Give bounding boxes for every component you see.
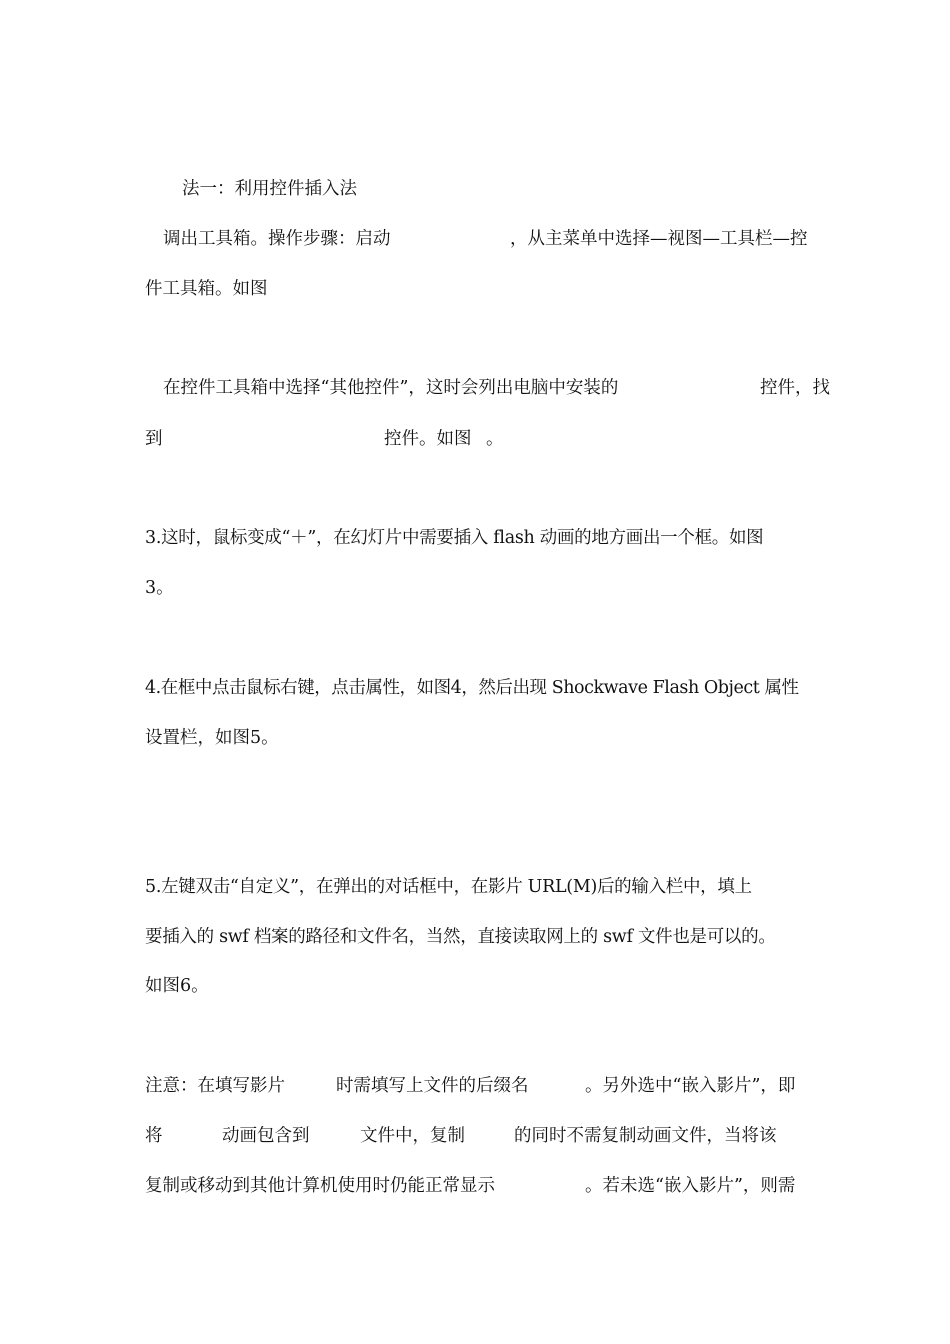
paragraph-1-line-1-part-b: ，从主菜单中选择—视图—工具栏—控 <box>510 229 808 249</box>
paragraph-6-line-2-part-a: 将 <box>145 1126 163 1146</box>
paragraph-2-line-1-part-b: 控件，找 <box>760 378 830 398</box>
paragraph-2-line-2-part-a: 到 <box>145 429 163 449</box>
paragraph-6-line-3-part-b: 。若未选“嵌入影片”，则需 <box>585 1176 796 1196</box>
paragraph-6-line-3-part-a: 复制或移动到其他计算机使用时仍能正常显示 <box>145 1176 495 1196</box>
paragraph-6-line-1-part-a: 注意：在填写影片 <box>145 1076 285 1096</box>
paragraph-3-line-1: 3.这时，鼠标变成“＋”，在幻灯片中需要插入 flash 动画的地方画出一个框。如图 <box>145 528 764 548</box>
paragraph-2-line-2-part-c: 。 <box>486 429 504 449</box>
paragraph-6-line-2-part-d: 的同时不需复制动画文件，当将该 <box>514 1126 777 1146</box>
paragraph-6-line-1-part-c: 。另外选中“嵌入影片”，即 <box>585 1076 796 1096</box>
paragraph-2-line-2-part-b: 控件。如图 <box>384 429 472 449</box>
paragraph-6-line-2-part-b: 动画包含到 <box>222 1126 310 1146</box>
paragraph-1-line-1-part-a: 调出工具箱。操作步骤：启动 <box>163 229 391 249</box>
paragraph-3-line-2: 3。 <box>145 578 174 598</box>
paragraph-6-line-2-part-c: 文件中，复制 <box>360 1126 465 1146</box>
paragraph-4-line-1: 4.在框中点击鼠标右键，点击属性，如图4，然后出现 Shockwave Flash Object 属性 <box>145 678 799 698</box>
paragraph-5-line-1: 5.左键双击“自定义”，在弹出的对话框中，在影片 URL(M)后的输入栏中，填上 <box>145 877 752 897</box>
paragraph-5-line-2: 要插入的 swf 档案的路径和文件名，当然，直接读取网上的 swf 文件也是可以的。 <box>145 927 776 947</box>
paragraph-4-line-2: 设置栏，如图5。 <box>145 728 279 748</box>
section-heading: 法一：利用控件插入法 <box>182 179 357 199</box>
paragraph-5-line-3: 如图6。 <box>145 976 209 996</box>
paragraph-2-line-1-part-a: 在控件工具箱中选择“其他控件”，这时会列出电脑中安装的 <box>163 378 619 398</box>
paragraph-6-line-1-part-b: 时需填写上文件的后缀名 <box>336 1076 529 1096</box>
paragraph-1-line-2: 件工具箱。如图 <box>145 279 268 299</box>
